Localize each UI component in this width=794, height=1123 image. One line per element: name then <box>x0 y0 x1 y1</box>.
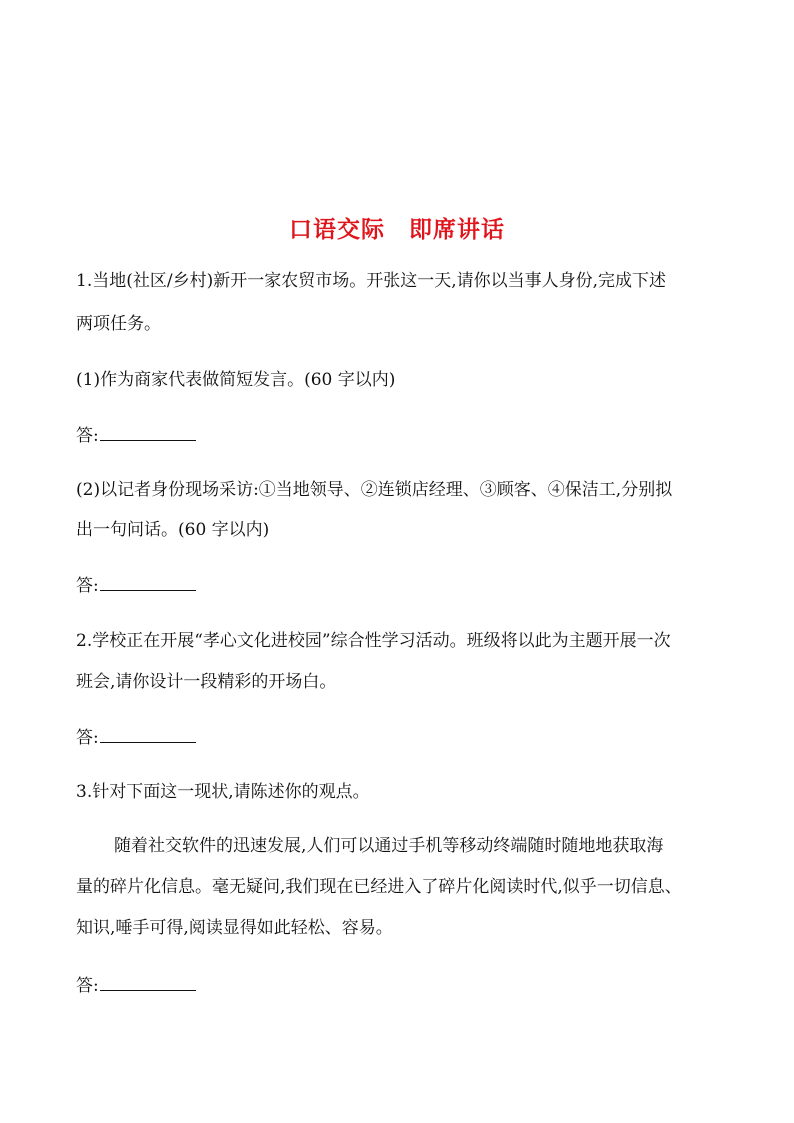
question-1-line-1: 1.当地(社区/乡村)新开一家农贸市场。开张这一天,请你以当事人身份,完成下述 <box>76 271 667 291</box>
question-1-sub-2-line-2: 出一句问话。(60 字以内) <box>76 520 270 540</box>
answer-blank[interactable] <box>100 974 196 991</box>
answer-blank[interactable] <box>100 726 196 743</box>
answer-line-4 <box>76 974 196 997</box>
answer-label: 答: <box>76 426 99 446</box>
question-3-line-1: 3.针对下面这一现状,请陈述你的观点。 <box>76 782 370 802</box>
page-title: 口语交际 即席讲话 <box>289 217 505 243</box>
question-3-passage-line-2: 量的碎片化信息。毫无疑问,我们现在已经进入了碎片化阅读时代,似乎一切信息、 <box>76 877 682 897</box>
question-3-passage-line-3: 知识,唾手可得,阅读显得如此轻松、容易。 <box>76 918 393 938</box>
answer-label: 答: <box>76 576 99 596</box>
answer-line-3 <box>76 726 196 749</box>
question-1-sub-2-line-1: (2)以记者身份现场采访:①当地领导、②连锁店经理、③顾客、④保洁工,分别拟 <box>76 480 673 500</box>
answer-line-1 <box>76 424 196 447</box>
question-1-sub-1: (1)作为商家代表做简短发言。(60 字以内) <box>76 370 396 390</box>
question-1-line-2: 两项任务。 <box>76 314 161 334</box>
answer-label: 答: <box>76 728 99 748</box>
question-2-line-2: 班会,请你设计一段精彩的开场白。 <box>76 672 337 692</box>
question-2-line-1: 2.学校正在开展“孝心文化进校园”综合性学习活动。班级将以此为主题开展一次 <box>76 631 671 651</box>
answer-blank[interactable] <box>100 424 196 441</box>
answer-blank[interactable] <box>100 574 196 591</box>
answer-label: 答: <box>76 976 99 996</box>
question-3-passage-line-1: 随着社交软件的迅速发展,人们可以通过手机等移动终端随时随地地获取海 <box>114 836 664 856</box>
answer-line-2 <box>76 574 196 597</box>
